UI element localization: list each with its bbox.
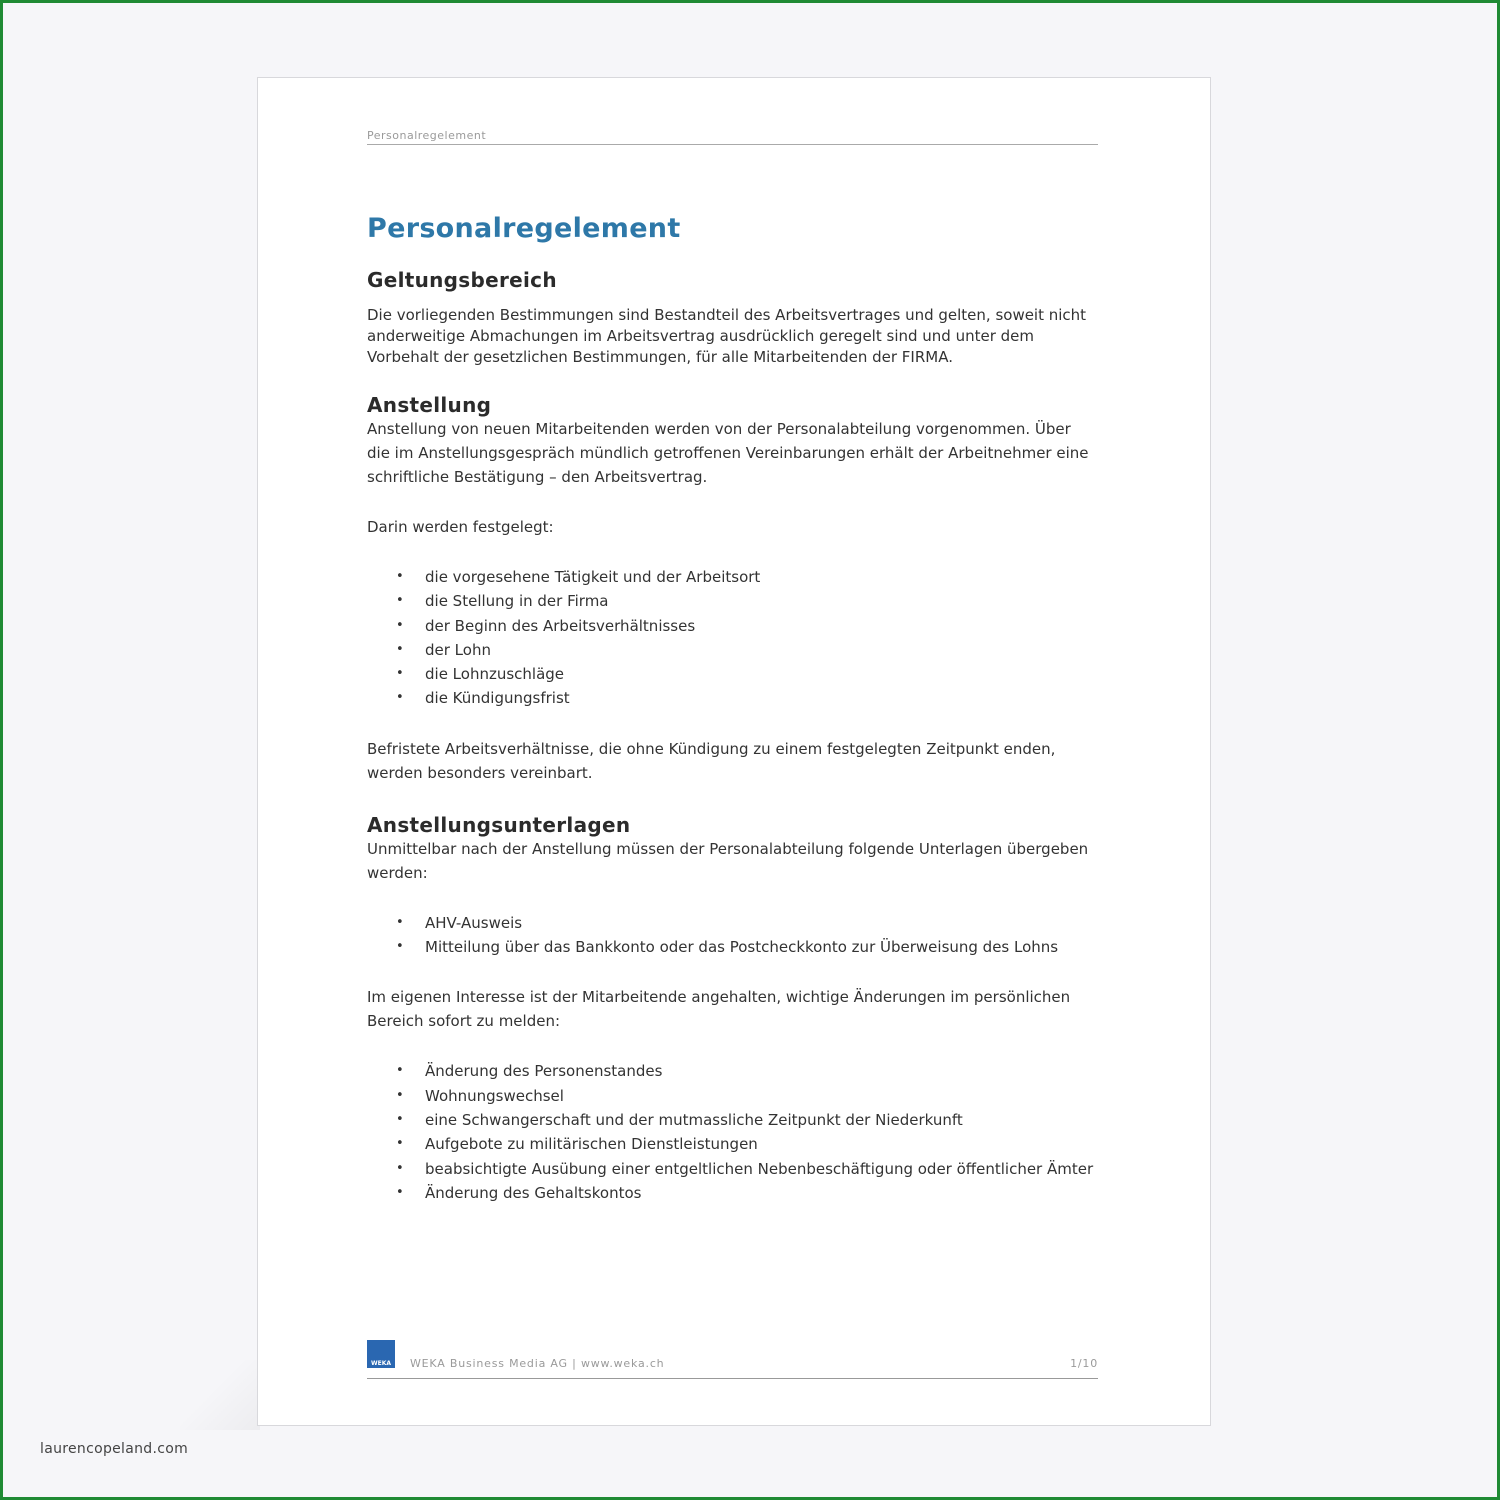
list-item: • die Kündigungsfrist <box>367 686 1098 710</box>
document-title: Personalregelement <box>367 213 681 244</box>
list-item: • Mitteilung über das Bankkonto oder das Postcheckkonto zur Überweisung des Lohns <box>367 935 1098 959</box>
list-item: • beabsichtigte Ausübung einer entgeltlichen Nebenbeschäftigung oder öffentlicher Ämter <box>367 1157 1098 1181</box>
paragraph-anstellung-intro: Anstellung von neuen Mitarbeitenden werden von der Personalabteilung vorgenommen. Über die im Anstellungsgespräch mündlich getroffenen Vereinbarungen erhält der Arbeitnehmer eine schriftliche Bestätigung – den Arbeitsvertrag. <box>367 420 1089 486</box>
list-item: • die Lohnzuschläge <box>367 662 1098 686</box>
list-item: • der Beginn des Arbeitsverhältnisses <box>367 614 1098 638</box>
page-number: 1/10 <box>1070 1357 1098 1370</box>
watermark: laurencopeland.com <box>40 1441 189 1457</box>
document-page <box>257 77 1211 1426</box>
weka-logo: WEKA <box>367 1340 395 1368</box>
list-item: • die vorgesehene Tätigkeit und der Arbeitsort <box>367 565 1098 589</box>
list-item: • AHV-Ausweis <box>367 911 1098 935</box>
list-item: • Änderung des Gehaltskontos <box>367 1181 1098 1205</box>
footer-company: WEKA Business Media AG | www.weka.ch <box>410 1357 665 1370</box>
paragraph-interesse: Im eigenen Interesse ist der Mitarbeitende angehalten, wichtige Änderungen im persönlichen Bereich sofort zu melden: <box>367 988 1071 1031</box>
paragraph-anstellung-festgelegt: Darin werden festgelegt: <box>367 518 554 536</box>
paragraph-befristete: Befristete Arbeitsverhältnisse, die ohne Kündigung zu einem festgelegten Zeitpunkt enden, werden besonders vereinbart. <box>367 739 1056 782</box>
heading-geltungsbereich: Geltungsbereich <box>367 268 557 292</box>
heading-anstellungsunterlagen: Anstellungsunterlagen <box>367 812 631 837</box>
list-aenderungen <box>367 1059 1098 1205</box>
page-footer <box>367 1340 1098 1379</box>
list-item: • Wohnungswechsel <box>367 1084 1098 1108</box>
list-item: • Aufgebote zu militärischen Dienstleistungen <box>367 1132 1098 1156</box>
running-head: Personalregelement <box>367 129 1098 145</box>
heading-anstellung: Anstellung <box>367 393 492 417</box>
list-item: • eine Schwangerschaft und der mutmassliche Zeitpunkt der Niederkunft <box>367 1108 1098 1132</box>
page-shadow <box>180 1360 260 1430</box>
list-item: • die Stellung in der Firma <box>367 589 1098 613</box>
list-anstellung <box>367 565 1098 711</box>
paragraph-geltungsbereich: Die vorliegenden Bestimmungen sind Bestandteil des Arbeitsvertrages und gelten, soweit nicht anderweitige Abmachungen im Arbeitsvertrag ausdrücklich geregelt sind und unter dem Vorbehalt der gesetzlichen Bestimmungen, für alle Mitarbeitenden der FIRMA. <box>367 306 1087 366</box>
list-item: • der Lohn <box>367 638 1098 662</box>
paragraph-unterlagen-intro: Unmittelbar nach der Anstellung müssen der Personalabteilung folgende Unterlagen übergeben werden: <box>367 839 1089 882</box>
document-body <box>367 268 1098 1205</box>
list-unterlagen <box>367 911 1098 960</box>
list-item: • Änderung des Personenstandes <box>367 1059 1098 1083</box>
